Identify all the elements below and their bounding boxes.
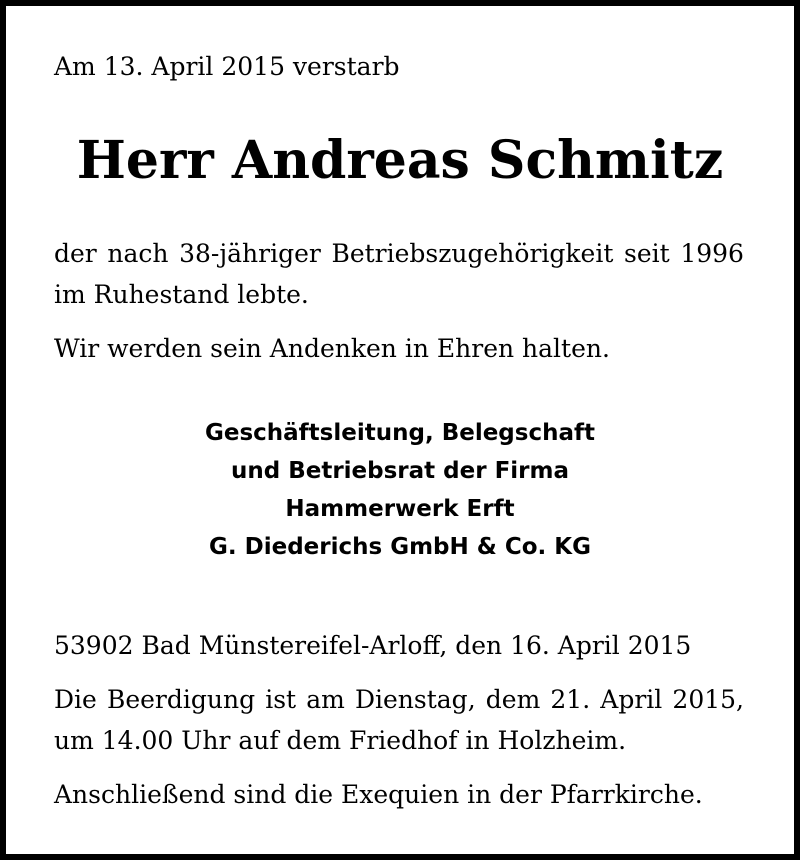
signature-line: und Betriebsrat der Firma [230,458,570,484]
intro-text: Am 13. April 2015 verstarb [54,52,400,81]
word: dem [485,685,541,714]
word: am [306,685,345,714]
signature-line: G. Diederichs GmbH & Co. KG [209,534,591,560]
word: 21. [550,685,591,714]
honor-text: Wir werden sein Andenken in Ehren halten. [54,334,610,363]
word: seit [624,239,670,268]
funeral-text-line2: um 14.00 Uhr auf dem Friedhof in Holzheim. [54,726,627,755]
word: 38-jähriger [179,239,321,268]
word: ist [265,685,297,714]
service-text-line2: im Ruhestand lebte. [54,280,309,309]
word: 1996 [680,239,744,268]
place-date-text: 53902 Bad Münstereifel-Arloff, den 16. April 2015 [54,631,692,660]
word: Betriebszugehörigkeit [331,239,614,268]
deceased-name: Herr Andreas Schmitz [76,130,724,191]
signature-line: Hammerwerk Erft [285,496,515,522]
funeral-text-line1 [54,683,744,717]
word: 2015, [672,685,744,714]
word: Beerdigung [106,685,256,714]
word: der [54,239,97,268]
signature-line: Geschäftsleitung, Belegschaft [204,420,595,446]
exequien-text: Anschließend sind die Exequien in der Pfarrkirche. [54,780,703,809]
word: April [600,685,663,714]
word: nach [107,239,169,268]
word: Die [54,685,97,714]
word: Dienstag, [354,685,476,714]
service-text-line1 [54,237,744,271]
